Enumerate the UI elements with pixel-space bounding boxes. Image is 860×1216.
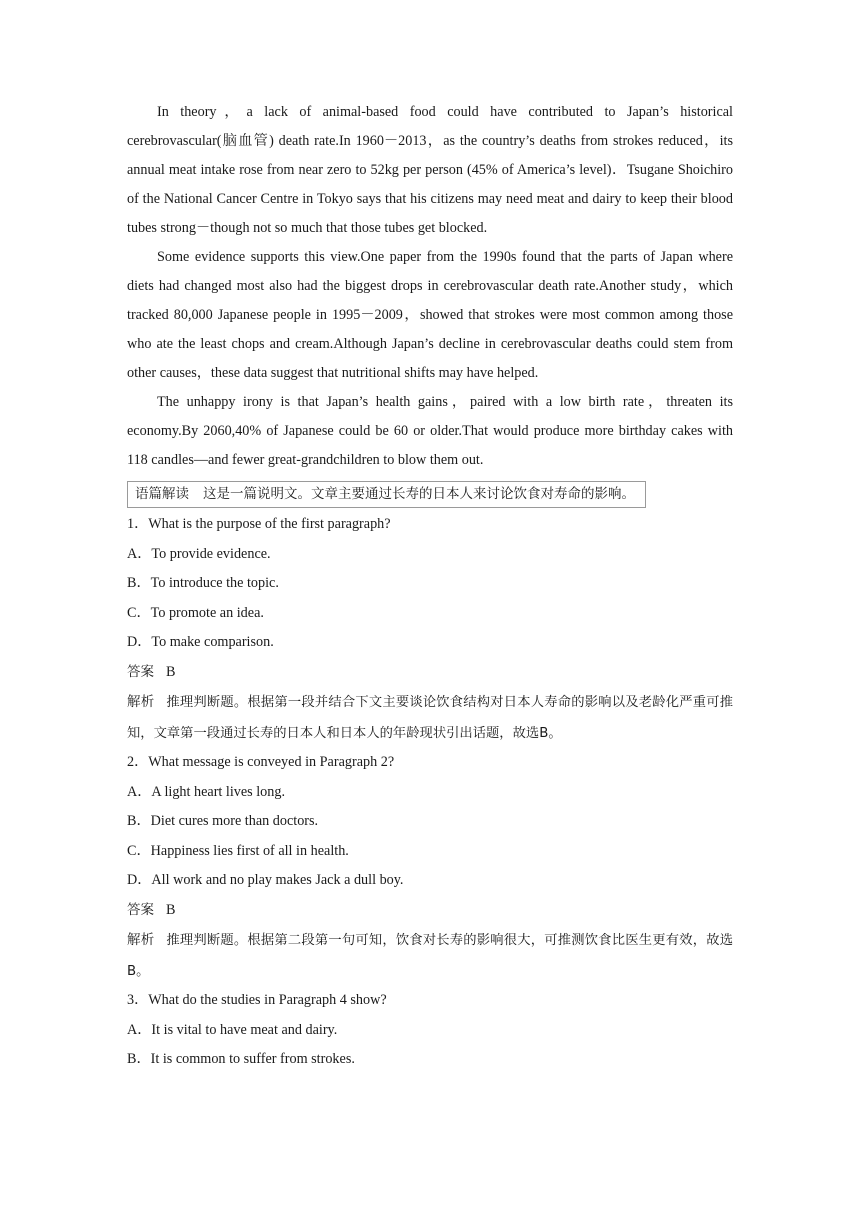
option-b: B．To introduce the topic. <box>127 575 279 591</box>
analysis-text: 推理判断题。根据第一段并结合下文主要谈论饮食结构对日本人寿命的影响以及老龄化严重可推知，文章第一段通过长寿的日本人和日本人的年龄现状引出话题，故选B。 <box>127 695 734 741</box>
document-page <box>127 98 733 1075</box>
analysis-row <box>127 687 733 748</box>
article-paragraph-1: In theory，a lack of animal-based food could have contributed to Japan’s historical cerebrovascular(脑血管) death rate.In 1960－2013，as the country’s deaths from strokes reduced，its annual meat intake rose from near zero to 52kg per person (45% of America’s level)．Tsugane Shoichiro of the National Cancer Centre in Tokyo says that his citizens may need meat and dairy to keep their blood tubes strong－though not so much that those tubes get blocked. <box>127 104 733 236</box>
option-b: B．It is common to suffer from strokes. <box>127 1051 355 1067</box>
option-a: A．It is vital to have meat and dairy. <box>127 1021 338 1038</box>
option-b: B．Diet cures more than doctors. <box>127 813 319 829</box>
question-1 <box>127 510 733 748</box>
option-a: A．To provide evidence. <box>127 545 271 562</box>
article-paragraph-3: The unhappy irony is that Japan’s health gains，paired with a low birth rate，threaten its economy.By 2060,40% of Japanese could be 60 or older.That would produce more birthday cakes with 118 candles—and fewer great-grandchildren to blow them out. <box>127 394 733 468</box>
answer-label: 答案 <box>127 663 154 680</box>
question-3 <box>127 986 733 1075</box>
option-a: A．A light heart lives long. <box>127 783 286 800</box>
question-stem: 1．What is the purpose of the first paragraph? <box>127 516 391 532</box>
answer-row <box>127 658 733 688</box>
answer-row <box>127 896 733 926</box>
summary-label: 语篇解读 <box>135 486 189 502</box>
passage-summary-box <box>127 481 646 508</box>
question-2 <box>127 748 733 986</box>
option-c: C．Happiness lies first of all in health. <box>127 842 349 859</box>
answer-value: B <box>166 663 176 680</box>
analysis-row <box>127 925 733 986</box>
answer-label: 答案 <box>127 901 154 918</box>
question-stem: 3．What do the studies in Paragraph 4 show? <box>127 992 387 1008</box>
analysis-label: 解析 <box>127 694 155 710</box>
summary-text: 这是一篇说明文。文章主要通过长寿的日本人来讨论饮食对寿命的影响。 <box>203 486 635 502</box>
analysis-label: 解析 <box>127 932 155 948</box>
option-c: C．To promote an idea. <box>127 604 264 621</box>
option-d: D．To make comparison. <box>127 634 274 650</box>
analysis-text: 推理判断题。根据第二段第一句可知，饮食对长寿的影响很大，可推测饮食比医生更有效，故选B。 <box>127 933 734 979</box>
article-paragraph-2: Some evidence supports this view.One paper from the 1990s found that the parts of Japan where diets had changed most also had the biggest drops in cerebrovascular death rate.Another study，which tracked 80,000 Japanese people in 1995－2009，showed that strokes were most common among those who ate the least chops and cream.Although Japan’s decline in cerebrovascular deaths could stem from other causes，these data suggest that nutritional shifts may have helped. <box>127 249 733 381</box>
question-stem: 2．What message is conveyed in Paragraph 2? <box>127 754 395 770</box>
option-d: D．All work and no play makes Jack a dull boy. <box>127 872 404 888</box>
answer-value: B <box>166 901 176 918</box>
